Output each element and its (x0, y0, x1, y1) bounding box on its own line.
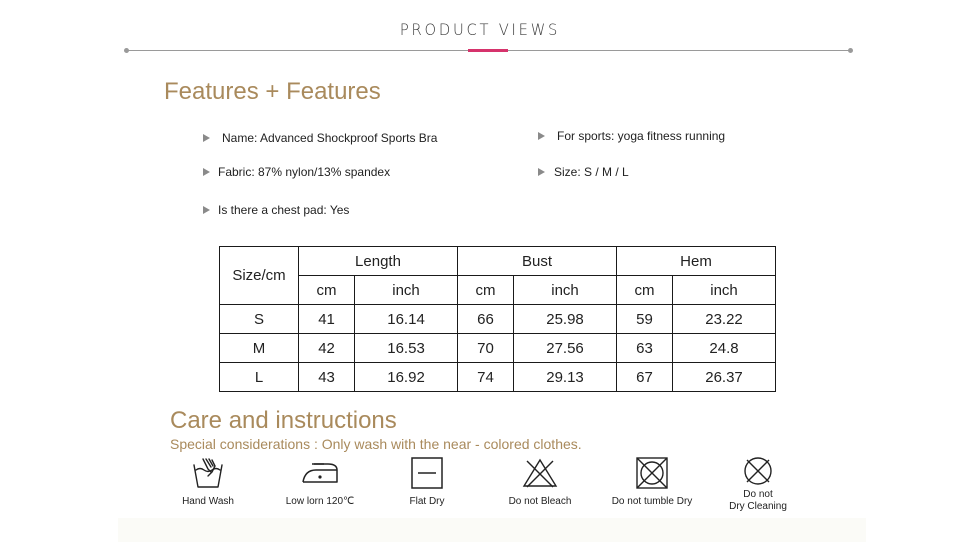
feature-sports (538, 129, 725, 143)
value-cell: 66 (457, 305, 513, 334)
feature-name (203, 131, 437, 145)
care-label: Do not tumble Dry (611, 496, 693, 507)
divider-dot-right (848, 48, 853, 53)
value-cell: 41 (299, 305, 355, 334)
header-length: Length (299, 247, 458, 276)
product-views-title: PRODUCT VIEWS (399, 20, 561, 39)
bullet-triangle-icon (538, 168, 545, 176)
care-label: Hand Wash (182, 496, 234, 507)
value-cell: 42 (299, 334, 355, 363)
value-cell: 29.13 (514, 363, 617, 392)
feature-size (538, 165, 629, 179)
feature-size-text: Size: S / M / L (554, 165, 629, 179)
table-header-row (220, 247, 776, 276)
bottom-shadow-band (118, 518, 866, 542)
size-cell: S (220, 305, 299, 334)
feature-fabric (203, 165, 390, 179)
table-row (220, 334, 776, 363)
size-cell: L (220, 363, 299, 392)
value-cell: 25.98 (514, 305, 617, 334)
bullet-triangle-icon (203, 168, 210, 176)
unit-cell: cm (457, 276, 513, 305)
bullet-triangle-icon (538, 132, 545, 140)
features-title: Features + Features (164, 78, 381, 105)
value-cell: 70 (457, 334, 513, 363)
table-row (220, 305, 776, 334)
header-hem: Hem (616, 247, 775, 276)
care-label-line: Do not (743, 489, 773, 500)
bullet-triangle-icon (203, 134, 210, 142)
table-units-row (220, 276, 776, 305)
feature-sports-text: For sports: yoga fitness running (557, 129, 726, 143)
care-subtitle: Special considerations : Only wash with the near - colored clothes. (170, 436, 582, 452)
care-item-flat-dry (371, 456, 483, 508)
header-bust: Bust (457, 247, 616, 276)
header-accent-bar (468, 49, 508, 52)
unit-cell: inch (355, 276, 458, 305)
size-chart-table (219, 246, 776, 392)
care-item-hand-wash (152, 456, 264, 508)
divider-dot-left (124, 48, 129, 53)
iron-icon (300, 456, 340, 490)
care-label: Do not Bleach (508, 496, 572, 507)
value-cell: 27.56 (514, 334, 617, 363)
value-cell: 23.22 (673, 305, 776, 334)
table-corner-cell: Size/cm (220, 247, 299, 305)
flat-dry-icon (410, 456, 444, 490)
value-cell: 26.37 (673, 363, 776, 392)
care-label (702, 489, 814, 513)
unit-cell: inch (514, 276, 617, 305)
value-cell: 59 (616, 305, 672, 334)
value-cell: 67 (616, 363, 672, 392)
feature-chest-pad-text: Is there a chest pad: Yes (218, 203, 350, 217)
unit-cell: inch (673, 276, 776, 305)
value-cell: 16.14 (355, 305, 458, 334)
feature-fabric-text: Fabric: 87% nylon/13% spandex (218, 165, 391, 179)
feature-chest-pad (203, 203, 349, 217)
value-cell: 43 (299, 363, 355, 392)
value-cell: 63 (616, 334, 672, 363)
no-bleach-icon (522, 456, 558, 490)
no-dry-clean-icon (741, 456, 775, 486)
care-title: Care and instructions (170, 407, 397, 434)
value-cell: 16.92 (355, 363, 458, 392)
feature-name-text: Name: Advanced Shockproof Sports Bra (222, 131, 438, 145)
care-label-line: Dry Cleaning (729, 501, 787, 512)
care-item-iron (264, 456, 376, 508)
hand-wash-icon (191, 456, 225, 490)
care-item-no-dry-clean (702, 456, 814, 513)
unit-cell: cm (616, 276, 672, 305)
care-item-no-tumble-dry (596, 456, 708, 508)
care-label: Low lorn 120℃ (285, 496, 355, 507)
value-cell: 16.53 (355, 334, 458, 363)
care-item-no-bleach (484, 456, 596, 508)
no-tumble-dry-icon (635, 456, 669, 490)
bullet-triangle-icon (203, 206, 210, 214)
value-cell: 24.8 (673, 334, 776, 363)
table-row (220, 363, 776, 392)
care-label: Flat Dry (409, 496, 445, 507)
size-cell: M (220, 334, 299, 363)
value-cell: 74 (457, 363, 513, 392)
unit-cell: cm (299, 276, 355, 305)
